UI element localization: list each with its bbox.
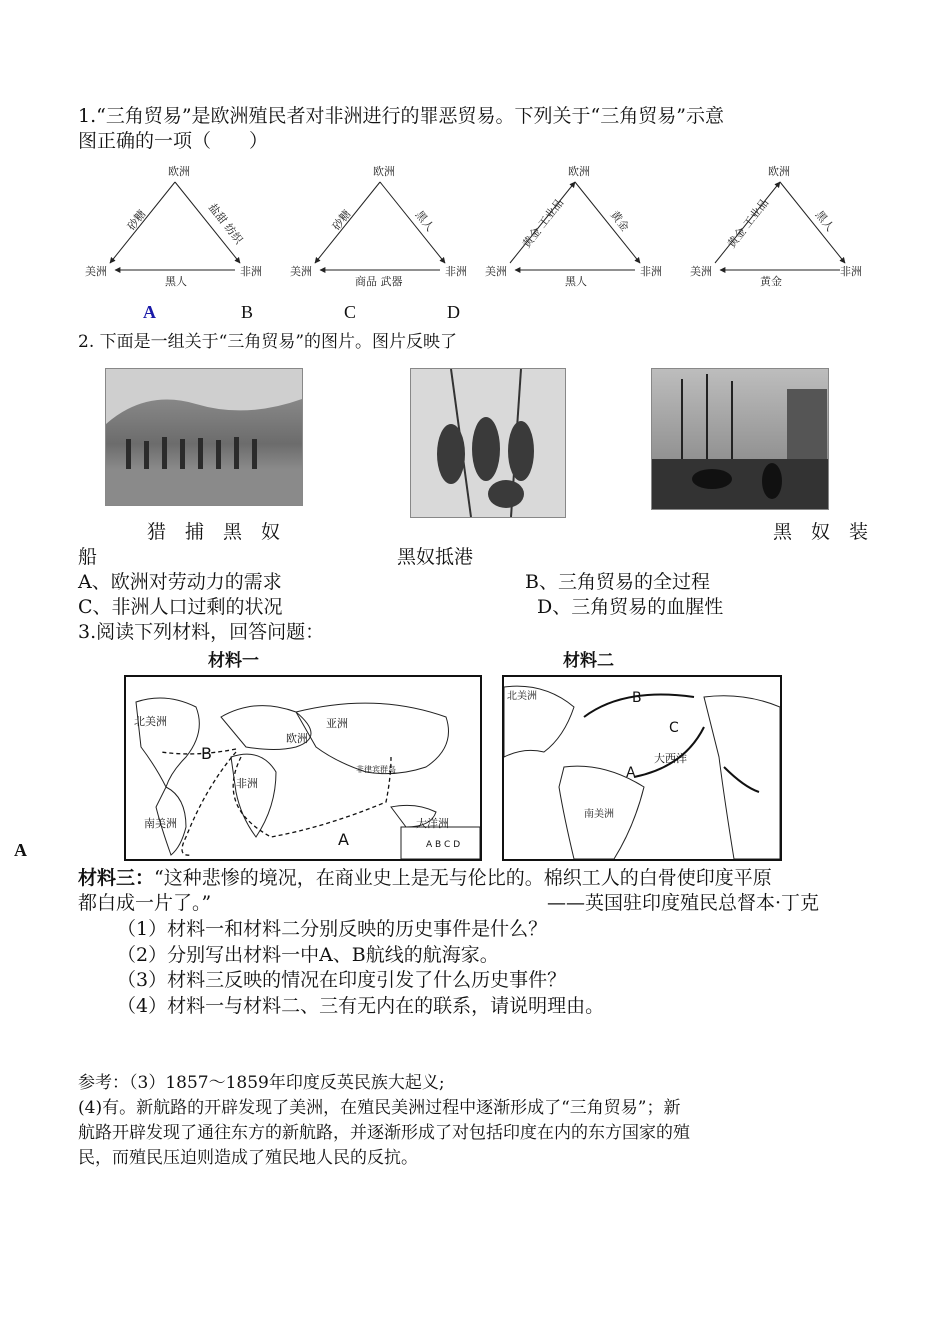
svg-text:B: B — [201, 744, 212, 763]
svg-text:黄金 工业品: 黄金 工业品 — [519, 196, 567, 251]
caption-loading: 黑 奴 装 — [773, 521, 869, 543]
answer-line-3: 航路开辟发现了通往东方的新航路，并逐渐形成了对包括印度在内的东方国家的殖 — [78, 1123, 690, 1143]
svg-text:大洋洲: 大洋洲 — [416, 817, 449, 830]
triangle-diagram-a — [80, 160, 260, 294]
svg-text:砂糖: 砂糖 — [329, 207, 354, 233]
q2-option-d: D、三角贸易的血腥性 — [537, 596, 724, 618]
material-three-line2: 都白成一片了。” — [78, 892, 212, 914]
edge-bottom-label: 黑人 — [165, 275, 187, 288]
svg-text:美洲: 美洲 — [690, 265, 712, 278]
svg-text:欧洲: 欧洲 — [373, 165, 395, 178]
slave-arrival-photo — [651, 368, 829, 510]
option-b-label: B — [241, 302, 254, 322]
q3-stem: 3.阅读下列材料，回答问题： — [78, 621, 325, 643]
svg-text:亚洲: 亚洲 — [326, 717, 348, 730]
q3-question-4: （4）材料一与材料二、三有无内在的联系，请说明理由。 — [117, 995, 605, 1017]
svg-text:非洲: 非洲 — [236, 777, 258, 790]
svg-text:黑人: 黑人 — [812, 208, 837, 234]
svg-text:黄金: 黄金 — [607, 208, 632, 234]
answer-line-1: 参考：（3）1857～1859年印度反英民族大起义; — [78, 1073, 445, 1093]
svg-text:非洲: 非洲 — [445, 265, 467, 278]
svg-text:美洲: 美洲 — [485, 265, 507, 278]
svg-text:欧洲: 欧洲 — [286, 732, 308, 745]
triangle-diagram-b — [285, 160, 465, 294]
svg-text:大西洋: 大西洋 — [654, 752, 687, 765]
slave-hunting-photo — [105, 368, 303, 506]
material-two-map — [502, 675, 782, 861]
answer-line-2: (4)有。新航路的开辟发现了美洲，在殖民美洲过程中逐渐形成了“三角贸易”；新 — [78, 1098, 681, 1118]
node-africa: 非洲 — [240, 265, 262, 278]
side-letter-a: A — [14, 840, 27, 860]
material-two-title: 材料二 — [563, 651, 614, 671]
svg-text:非洲: 非洲 — [840, 265, 862, 278]
option-a-label: A — [143, 302, 156, 322]
q3-question-3: （3）材料三反映的情况在印度引发了什么历史事件？ — [117, 969, 567, 991]
svg-text:商品 武器: 商品 武器 — [355, 275, 403, 288]
material-three-source: ——英国驻印度殖民总督本·丁克 — [547, 892, 820, 914]
edge-left-label: 砂糖 — [124, 207, 149, 233]
node-europe: 欧洲 — [168, 165, 190, 178]
svg-text:北美洲: 北美洲 — [507, 691, 537, 702]
edge-right-label: 盐甜 纺织 — [205, 201, 246, 247]
q1-stem-line2: 图正确的一项（ ） — [78, 130, 269, 152]
svg-text:黑人: 黑人 — [412, 208, 437, 234]
svg-text:A B C D: A B C D — [426, 840, 461, 850]
svg-text:黑人: 黑人 — [565, 275, 587, 288]
svg-text:欧洲: 欧洲 — [768, 165, 790, 178]
material-three-label: 材料三： — [78, 867, 155, 889]
q1-stem-line1: 1.“三角贸易”是欧洲殖民者对非洲进行的罪恶贸易。下列关于“三角贸易”示意 — [78, 105, 724, 127]
material-one-title: 材料一 — [208, 651, 259, 671]
svg-text:欧洲: 欧洲 — [568, 165, 590, 178]
svg-text:C: C — [669, 720, 679, 736]
svg-text:南美洲: 南美洲 — [144, 817, 177, 830]
q3-question-2: （2）分别写出材料一中A、B航线的航海家。 — [117, 944, 499, 966]
answer-line-4: 民，而殖民压迫则造成了殖民地人民的反抗。 — [78, 1148, 418, 1168]
q2-stem: 2. 下面是一组关于“三角贸易”的图片。图片反映了 — [78, 332, 458, 352]
caption-hunting: 猎 捕 黑 奴 — [147, 521, 281, 543]
material-three-text: “这种悲惨的境况，在商业史上是无与伦比的。棉织工人的白骨使印度平原 — [154, 867, 772, 889]
q2-option-c: C、非洲人口过剩的状况 — [78, 596, 283, 618]
slave-loading-photo — [410, 368, 566, 518]
svg-text:美洲: 美洲 — [290, 265, 312, 278]
node-americas: 美洲 — [85, 265, 107, 278]
svg-text:非律宾群岛: 非律宾群岛 — [356, 765, 396, 774]
material-three-line1 — [78, 866, 772, 890]
triangle-diagram-d — [685, 160, 865, 294]
svg-text:B: B — [632, 690, 642, 706]
q2-option-b: B、三角贸易的全过程 — [525, 571, 710, 593]
option-d-label: D — [447, 302, 460, 322]
caption-arrival: 黑奴抵港 — [397, 546, 474, 568]
svg-text:黄金 工业品: 黄金 工业品 — [724, 196, 772, 251]
svg-text:非洲: 非洲 — [640, 265, 662, 278]
svg-text:A: A — [626, 765, 636, 781]
svg-text:A: A — [338, 830, 349, 849]
option-c-label: C — [344, 302, 357, 322]
material-one-map — [124, 675, 482, 861]
svg-text:黄金: 黄金 — [760, 275, 782, 288]
svg-text:北美洲: 北美洲 — [134, 715, 167, 728]
q3-question-1: （1）材料一和材料二分别反映的历史事件是什么？ — [117, 918, 548, 940]
q2-option-a: A、欧洲对劳动力的需求 — [78, 571, 282, 593]
caption-loading-cont: 船 — [78, 546, 98, 568]
svg-text:南美洲: 南美洲 — [584, 809, 614, 820]
triangle-diagram-c — [480, 160, 660, 294]
